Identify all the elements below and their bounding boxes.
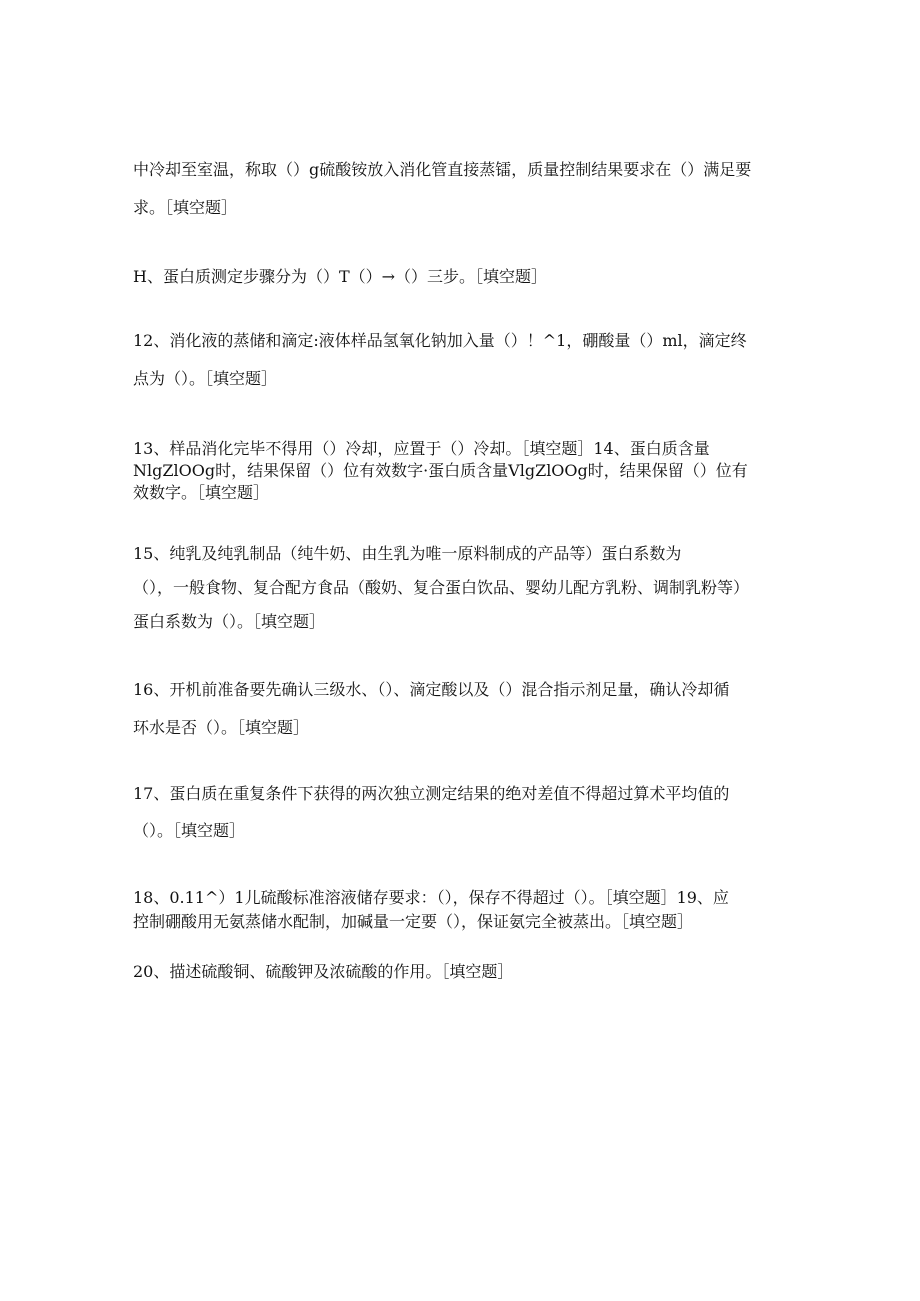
paragraph-q12 — [133, 327, 813, 393]
text-line: 点为（）。［填空题］ — [133, 369, 278, 388]
text-line: 16、开机前准备要先确认三级水、（）、滴定酸以及（）混合指示剂足量，确认冷却循 — [133, 680, 730, 699]
paragraph-q10-continued — [133, 156, 813, 222]
text-line: 环水是否（）。［填空题］ — [133, 718, 310, 737]
text-line: 15、纯乳及纯乳制品（纯牛奶、由生乳为唯一原料制成的产品等）蛋白系数为 — [133, 544, 682, 563]
text-line: 18、0.11^）1儿硫酸标准溶液储存要求：（），保存不得超过（）。［填空题］19、应 — [133, 888, 729, 907]
paragraph-q18-q19 — [133, 884, 813, 932]
paragraph-q11 — [133, 263, 813, 291]
text-line: 求。［填空题］ — [133, 198, 238, 217]
paragraph-q13-q14 — [133, 435, 813, 501]
text-line: 13、样品消化完毕不得用（）冷却，应置于（）冷却。［填空题］14、蛋白质含量 — [133, 439, 710, 458]
text-line: 控制硼酸用无氨蒸储水配制，加碱量一定要（），保证氨完全被蒸出。［填空题］ — [133, 912, 694, 931]
text-line: 中冷却至室温，称取（）g硫酸铵放入消化管直接蒸镭，质量控制结果要求在（）满足要 — [133, 160, 752, 179]
text-line: 12、消化液的蒸储和滴定:液体样品氢氧化钠加入量（）！^1，硼酸量（）ml，滴定终 — [133, 331, 747, 350]
text-line: 20、描述硫酸铜、硫酸钾及浓硫酸的作用。［填空题］ — [133, 962, 514, 981]
text-line: NlgZlOOg时，结果保留（）位有效数字·蛋白质含量VlgZlOOg时，结果保留（）位有 — [133, 461, 748, 480]
paragraph-q16 — [133, 676, 813, 742]
paragraph-q15 — [133, 540, 813, 642]
paragraph-q17 — [133, 780, 813, 845]
paragraph-q20 — [133, 958, 813, 986]
text-line: （）。［填空题］ — [133, 821, 246, 840]
text-line: 蛋白系数为（）。［填空题］ — [133, 612, 326, 631]
text-line: 效数字。［填空题］ — [133, 483, 270, 502]
text-line: H、蛋白质测定步骤分为（）T（）→（）三步。［填空题］ — [133, 267, 548, 286]
text-line: 17、蛋白质在重复条件下获得的两次独立测定结果的绝对差值不得超过算术平均值的 — [133, 784, 730, 803]
text-line: （），一般食物、复合配方食品（酸奶、复合蛋白饮品、婴幼儿配方乳粉、调制乳粉等） — [133, 578, 750, 597]
